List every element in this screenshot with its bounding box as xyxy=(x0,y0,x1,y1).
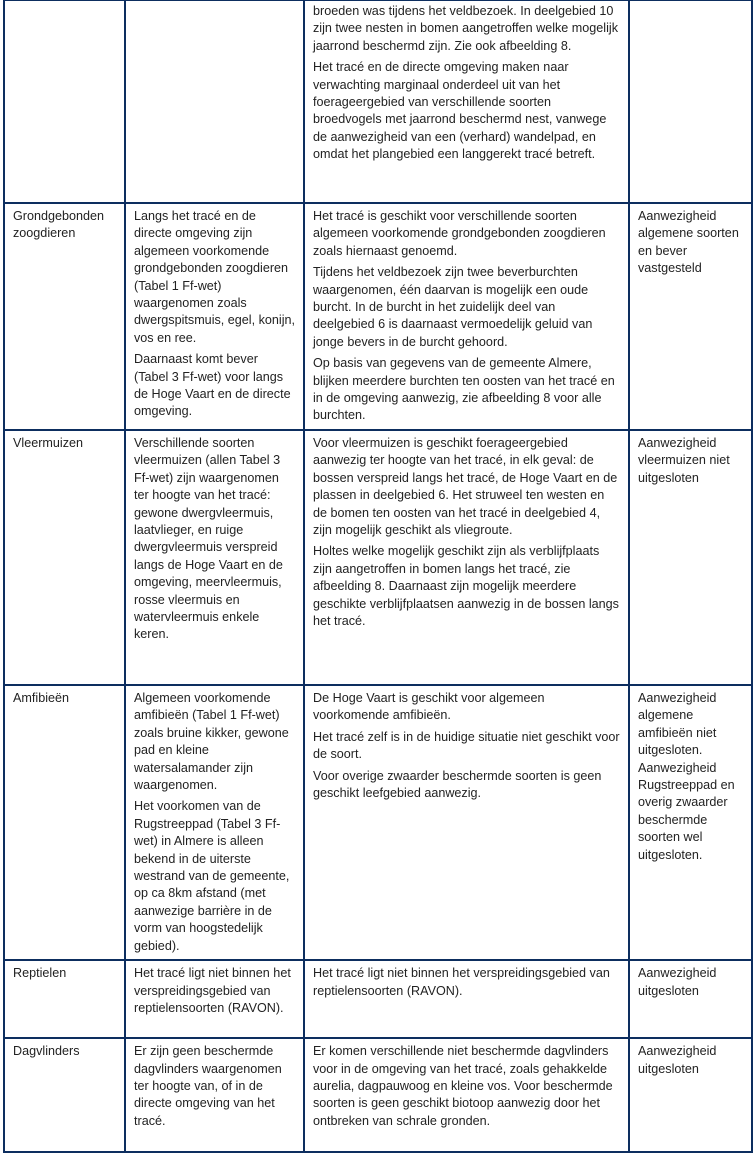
suitability-paragraph: Holtes welke mogelijk geschikt zijn als verblijfplaats zijn aangetroffen in bomen langs het tracé, zie afbeelding 8. Daarnaast zijn mogelijk meerdere geschikte verblijfplaatsen aanwezig in de bossen langs het tracé. xyxy=(313,544,619,629)
observed-paragraph: Daarnaast komt bever (Tabel 3 Ff-wet) voor langs de Hoge Vaart en de directe omgeving. xyxy=(134,352,291,419)
observed-paragraph: Er zijn geen beschermde dagvlinders waargenomen ter hoogte van, of in de directe omgeving van het tracé. xyxy=(134,1044,282,1128)
suitability-paragraph: De Hoge Vaart is geschikt voor algemeen voorkomende amfibieën. xyxy=(313,691,545,723)
suitability-paragraph: Het tracé ligt niet binnen het verspreidingsgebied van reptielensoorten (RAVON). xyxy=(313,966,610,998)
table-row-amfibieen xyxy=(4,685,752,960)
table-row-broedvogels-continued xyxy=(4,0,752,203)
suitability-cell xyxy=(304,430,629,685)
observed-paragraph: Langs het tracé en de directe omgeving zijn algemeen voorkomende grondgebonden zoogdieren (Tabel 1 Ff-wet) waargenomen zoals dwergspitsmuis, egel, konijn, vos en ree. xyxy=(134,209,295,345)
observed-paragraph: Algemeen voorkomende amfibieën (Tabel 1 Ff-wet) zoals bruine kikker, gewone pad en kleine watersalamander zijn waargenomen. xyxy=(134,691,289,793)
suitability-cell xyxy=(304,0,629,203)
observed-cell xyxy=(125,0,304,203)
conclusion-cell: Aanwezigheid uitgesloten xyxy=(629,1038,752,1152)
observed-cell xyxy=(125,960,304,1038)
suitability-paragraph: Het tracé zelf is in de huidige situatie niet geschikt voor de soort. xyxy=(313,729,620,762)
suitability-paragraph: Tijdens het veldbezoek zijn twee beverburchten waargenomen, één daarvan is mogelijk een oude burcht. In de burcht in het zuidelijk deel van deelgebied 6 is daarnaast vermoedelijk geluid van jonge bevers in de burcht gehoord. xyxy=(313,265,593,349)
table-row-dagvlinders xyxy=(4,1038,752,1152)
suitability-paragraph: Op basis van gegevens van de gemeente Almere, blijken meerdere burchten ten oosten van het tracé en in de omgeving aanwezig, zie afbeelding 8 voor alle burchten. xyxy=(313,356,615,423)
observed-cell xyxy=(125,685,304,960)
species-group-cell: Vleermuizen xyxy=(4,430,125,685)
suitability-cell xyxy=(304,685,629,960)
conclusion-cell xyxy=(629,0,752,203)
species-group-cell: Amfibieën xyxy=(4,685,125,960)
suitability-paragraph: Het tracé en de directe omgeving maken naar verwachting marginaal onderdeel uit van het foerageergebied van verschillende soorten broedvogels met jaarrond beschermd nest, vanwege de aanwezigheid van een (verhard) wandelpad, en omdat het plangebied een langgerekt tracé betreft. xyxy=(313,60,607,162)
species-group-cell xyxy=(4,0,125,203)
conclusion-cell: Aanwezigheid algemene amfibieën niet uitgesloten. Aanwezigheid Rugstreeppad en overig zwaarder beschermde soorten wel uitgesloten. xyxy=(629,685,752,960)
conclusion-cell: Aanwezigheid vleermuizen niet uitgesloten xyxy=(629,430,752,685)
observed-cell xyxy=(125,1038,304,1152)
species-group-cell: Reptielen xyxy=(4,960,125,1038)
table-row-reptielen xyxy=(4,960,752,1038)
suitability-paragraph: Voor overige zwaarder beschermde soorten is geen geschikt leefgebied aanwezig. xyxy=(313,768,602,801)
suitability-cell xyxy=(304,1038,629,1152)
observed-paragraph: Verschillende soorten vleermuizen (allen Tabel 3 Ff-wet) zijn waargenomen ter hoogte van het tracé: gewone dwergvleermuis, laatvlieger, en ruige dwergvleermuis verspreid langs de Hoge Vaart en de omgeving, meervleermuis, rosse vleermuis en watervleermuis enkele keren. xyxy=(134,436,283,642)
conclusion-cell: Aanwezigheid uitgesloten xyxy=(629,960,752,1038)
table-row-grondgebonden-zoogdieren xyxy=(4,203,752,430)
suitability-paragraph: Voor vleermuizen is geschikt foerageergebied aanwezig ter hoogte van het tracé, in elk geval: de bossen verspreid langs het tracé, de Hoge Vaart en de plassen in deelgebied 6. Het struweel ten westen en de bomen ten oosten van het tracé in deelgebied 4, zijn mogelijk geschikt als vliegroute. xyxy=(313,436,618,538)
suitability-cell xyxy=(304,960,629,1038)
table-row-vleermuizen xyxy=(4,430,752,685)
observed-cell xyxy=(125,430,304,685)
suitability-paragraph: Er komen verschillende niet beschermde dagvlinders voor in de omgeving van het tracé, zoals gehakkelde aurelia, dagpauwoog en kleine vos. Voor beschermde soorten is geen geschikt biotoop aanwezig door het ontbreken van schrale gronden. xyxy=(313,1044,613,1128)
suitability-cell xyxy=(304,203,629,430)
species-group-cell: Grondgebonden zoogdieren xyxy=(4,203,125,430)
observed-paragraph: Het voorkomen van de Rugstreeppad (Tabel 3 Ff-wet) in Almere is alleen bekend in de uiterste westrand van de gemeente, op ca 8km afstand (met aanwezige barrière in de vorm van hoogstedelijk gebied). xyxy=(134,799,290,953)
suitability-paragraph: broeden was tijdens het veldbezoek. In deelgebied 10 zijn twee nesten in bomen aangetroffen welke mogelijk jaarrond beschermd zijn. Zie ook afbeelding 8. xyxy=(313,4,618,53)
suitability-paragraph: Het tracé is geschikt voor verschillende soorten algemeen voorkomende grondgebonden zoogdieren zoals hiernaast genoemd. xyxy=(313,209,606,258)
conclusion-cell: Aanwezigheid algemene soorten en bever vastgesteld xyxy=(629,203,752,430)
species-group-cell: Dagvlinders xyxy=(4,1038,125,1152)
species-assessment-table xyxy=(3,0,753,1153)
observed-cell xyxy=(125,203,304,430)
observed-paragraph: Het tracé ligt niet binnen het verspreidingsgebied van reptielensoorten (RAVON). xyxy=(134,966,291,1015)
